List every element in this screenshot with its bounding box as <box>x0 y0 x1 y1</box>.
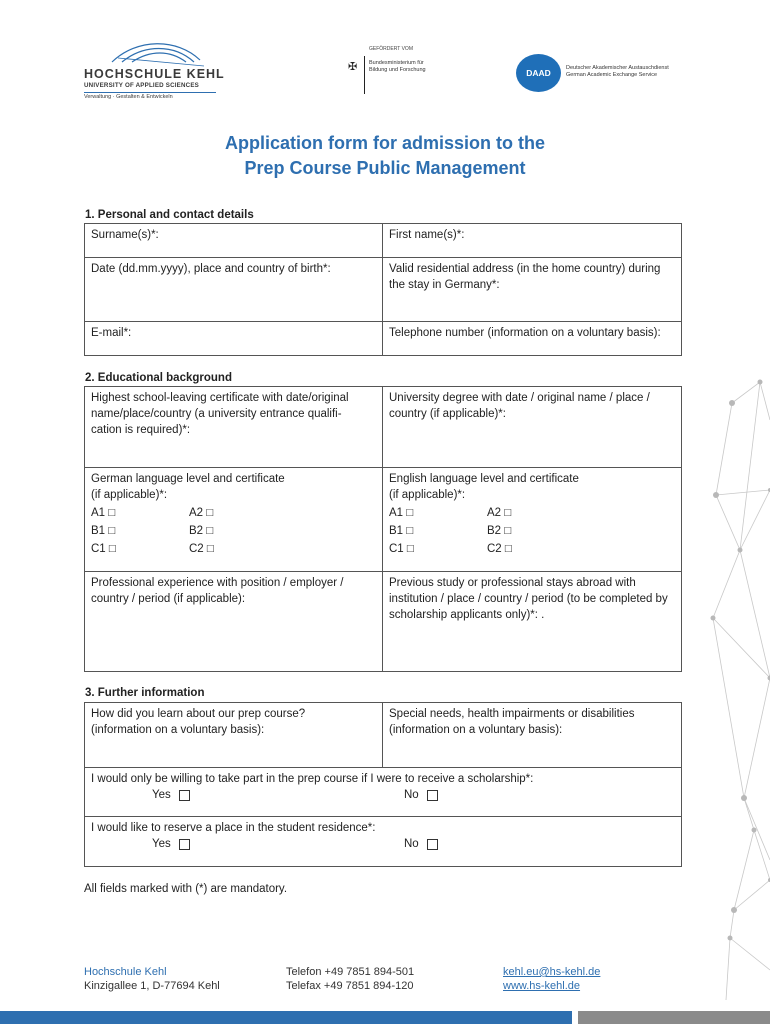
mandatory-note: All fields marked with (*) are mandatory. <box>84 883 288 895</box>
residence-question: I would like to reserve a place in the student residence*: <box>91 822 376 834</box>
stays-abroad-label: Previous study or professional stays abroad with institution / place / country / period (to be completed by scholarship applicants only)*: . <box>389 577 668 621</box>
footer-bar-blue <box>0 1011 572 1024</box>
footer-email-link[interactable]: kehl.eu@hs-kehl.de <box>503 966 601 978</box>
footer-address-block <box>84 965 220 993</box>
section2-heading: 2. Educational background <box>85 372 232 384</box>
address-field[interactable] <box>383 258 682 322</box>
telephone-field[interactable] <box>383 322 682 356</box>
stays-abroad-field[interactable] <box>383 572 682 672</box>
english-c1-checkbox[interactable]: C1 □ <box>389 543 414 555</box>
german-a2-checkbox[interactable]: A2 □ <box>189 507 214 519</box>
sponsor-label: GEFÖRDERT VOM <box>369 46 413 52</box>
footer-bar-grey <box>578 1011 770 1024</box>
scholarship-no-checkbox[interactable] <box>427 790 438 801</box>
daad-name: Deutscher Akademischer Austauschdienst German Academic Exchange Service <box>566 65 669 78</box>
university-subtitle: UNIVERSITY OF APPLIED SCIENCES <box>84 82 199 89</box>
prep-course-source-label: How did you learn about our prep course? (information on a voluntary basis): <box>91 708 306 736</box>
section1-heading: 1. Personal and contact details <box>85 209 254 221</box>
section3-heading: 3. Further information <box>85 687 205 699</box>
scholarship-yes-option[interactable] <box>152 787 404 803</box>
english-a1-checkbox[interactable]: A1 □ <box>389 507 414 519</box>
english-c2-checkbox[interactable]: C2 □ <box>487 543 512 555</box>
university-tagline: Verwaltung · Gestalten & Entwickeln <box>84 94 173 100</box>
logo-divider <box>84 92 216 93</box>
university-degree-label: University degree with date / original name / place / country (if applicable)*: <box>389 392 650 420</box>
scholarship-yes-label: Yes <box>152 789 171 801</box>
residence-question-row <box>85 817 682 867</box>
residence-yes-checkbox[interactable] <box>179 839 190 850</box>
residence-no-option[interactable] <box>404 836 438 852</box>
footer-institution: Hochschule Kehl <box>84 966 167 978</box>
german-b2-checkbox[interactable]: B2 □ <box>189 525 214 537</box>
address-label: Valid residential address (in the home country) during the stay in Germany*: <box>389 263 661 291</box>
birth-field[interactable] <box>85 258 383 322</box>
special-needs-label: Special needs, health impairments or disabilities (information on a voluntary basis): <box>389 708 635 736</box>
english-a2-checkbox[interactable]: A2 □ <box>487 507 512 519</box>
personal-details-table <box>84 223 682 356</box>
footer-address: Kinzigallee 1, D-77694 Kehl <box>84 980 220 992</box>
german-level-options <box>91 505 376 557</box>
professional-experience-field[interactable] <box>85 572 383 672</box>
english-level-field <box>383 468 682 572</box>
ministry-divider <box>364 56 365 94</box>
residence-options <box>91 836 675 852</box>
footer-phone: Telefon +49 7851 894-501 <box>286 966 415 978</box>
german-level-label: German language level and certificate (if applicable)*: <box>91 473 285 501</box>
telephone-label: Telephone number (information on a voluntary basis): <box>389 327 661 339</box>
german-a1-checkbox[interactable]: A1 □ <box>91 507 116 519</box>
footer-web-link[interactable]: www.hs-kehl.de <box>503 980 581 992</box>
university-degree-field[interactable] <box>383 387 682 468</box>
prep-course-source-field[interactable] <box>85 703 383 768</box>
decorative-network-graphic <box>680 360 770 1000</box>
footer-contact-block <box>503 965 600 993</box>
german-level-field <box>85 468 383 572</box>
daad-logo: DAAD <box>516 54 561 92</box>
german-c1-checkbox[interactable]: C1 □ <box>91 543 116 555</box>
german-c2-checkbox[interactable]: C2 □ <box>189 543 214 555</box>
residence-yes-option[interactable] <box>152 836 404 852</box>
further-info-table <box>84 702 682 867</box>
scholarship-no-label: No <box>404 789 419 801</box>
school-certificate-field[interactable] <box>85 387 383 468</box>
scholarship-yes-checkbox[interactable] <box>179 790 190 801</box>
email-field[interactable] <box>85 322 383 356</box>
scholarship-question-row <box>85 768 682 817</box>
first-name-label: First name(s)*: <box>389 229 465 241</box>
residence-no-label: No <box>404 838 419 850</box>
first-name-field[interactable] <box>383 224 682 258</box>
scholarship-options <box>91 787 675 803</box>
special-needs-field[interactable] <box>383 703 682 768</box>
footer-phone-block <box>286 965 414 993</box>
form-title-line2: Prep Course Public Management <box>244 158 526 178</box>
scholarship-question: I would only be willing to take part in the prep course if I were to receive a scholarship*: <box>91 773 534 785</box>
federal-eagle-icon: ✠ <box>348 61 358 73</box>
professional-experience-label: Professional experience with position / employer / country / period (if applicable): <box>91 577 344 605</box>
english-level-label: English language level and certificate (if applicable)*: <box>389 473 579 501</box>
form-title-line1: Application form for admission to the <box>224 133 545 153</box>
footer-fax: Telefax +49 7851 894-120 <box>286 980 414 992</box>
university-name: HOCHSCHULE KEHL <box>84 67 225 81</box>
surname-label: Surname(s)*: <box>91 229 159 241</box>
german-b1-checkbox[interactable]: B1 □ <box>91 525 116 537</box>
school-certificate-label: Highest school-leaving certificate with date/original name/place/country (a university entrance qualifi- cation is required)*: <box>91 392 349 436</box>
residence-no-checkbox[interactable] <box>427 839 438 850</box>
english-b1-checkbox[interactable]: B1 □ <box>389 525 414 537</box>
residence-yes-label: Yes <box>152 838 171 850</box>
education-table <box>84 386 682 672</box>
ministry-name: Bundesministerium für Bildung und Forschung <box>369 60 426 73</box>
email-label: E-mail*: <box>91 327 132 339</box>
birth-label: Date (dd.mm.yyyy), place and country of birth*: <box>91 263 331 275</box>
scholarship-no-option[interactable] <box>404 787 438 803</box>
english-b2-checkbox[interactable]: B2 □ <box>487 525 512 537</box>
surname-field[interactable] <box>85 224 383 258</box>
english-level-options <box>389 505 675 557</box>
